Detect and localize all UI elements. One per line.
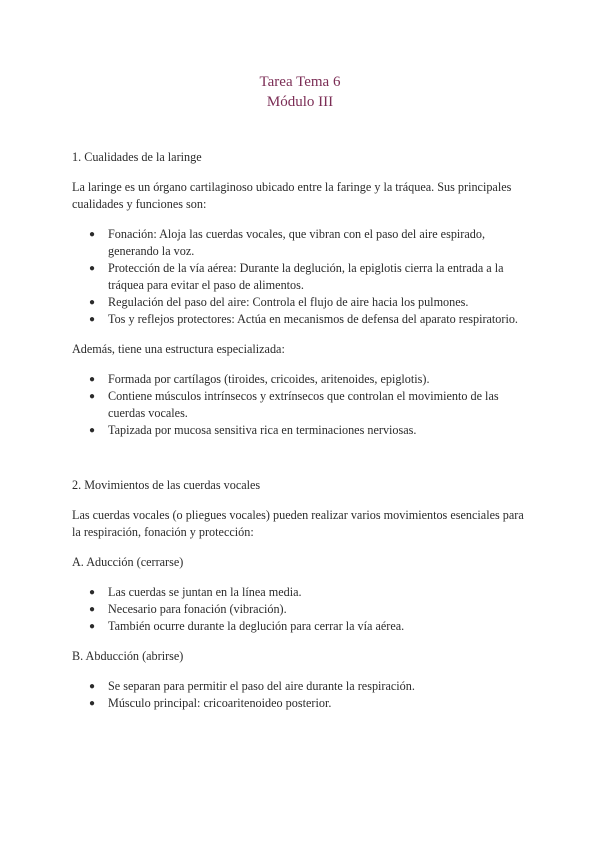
- bullet-icon: ●: [89, 391, 96, 402]
- bullet-icon: ●: [89, 297, 96, 308]
- list-item: ● Regulación del paso del aire: Controla el flujo de aire hacia los pulmones.: [89, 295, 469, 309]
- subheading-abduccion: B. Abducción (abrirse): [72, 649, 184, 663]
- bullet-icon: ●: [89, 263, 96, 274]
- list-item: ● También ocurre durante la deglución para cerrar la vía aérea.: [89, 619, 405, 633]
- adduction-list: [72, 584, 528, 635]
- list-item: ● Tos y reflejos protectores: Actúa en mecanismos de defensa del aparato respiratorio.: [89, 312, 518, 326]
- subheading-aduccion: A. Aducción (cerrarse): [72, 555, 184, 569]
- abduction-list: [72, 678, 528, 712]
- structure-intro: Además, tiene una estructura especializada:: [72, 342, 285, 356]
- list-item: ● Se separan para permitir el paso del aire durante la respiración.: [89, 679, 415, 693]
- document-subtitle: Módulo III: [266, 94, 334, 110]
- bullet-icon: ●: [89, 587, 96, 598]
- section-heading-laringe: 1. Cualidades de la laringe: [72, 150, 202, 164]
- bullet-icon: ●: [89, 425, 96, 436]
- section-intro-laringe: La laringe es un órgano cartilaginoso ubicado entre la faringe y la tráquea. Sus principales cualidades y funciones son:: [72, 180, 512, 211]
- document-title: Tarea Tema 6: [259, 74, 341, 90]
- list-item: ● Fonación: Aloja las cuerdas vocales, que vibran con el paso del aire espirado, generando la voz.: [89, 227, 486, 258]
- list-item: ● Músculo principal: cricoaritenoideo posterior.: [89, 696, 332, 710]
- section-intro-movimientos: Las cuerdas vocales (o pliegues vocales) pueden realizar varios movimientos esenciales para la respiración, fonación y protección:: [72, 508, 524, 539]
- list-item: ● Las cuerdas se juntan en la línea media.: [89, 585, 302, 599]
- document-page: [72, 72, 528, 712]
- list-item: ● Tapizada por mucosa sensitiva rica en terminaciones nerviosas.: [89, 423, 417, 437]
- list-item: ● Formada por cartílagos (tiroides, cricoides, aritenoides, epiglotis).: [89, 372, 430, 386]
- bullet-icon: ●: [89, 604, 96, 615]
- functions-list: [72, 226, 528, 328]
- section-heading-movimientos: 2. Movimientos de las cuerdas vocales: [72, 478, 261, 492]
- bullet-icon: ●: [89, 314, 96, 325]
- structure-list: [72, 371, 528, 439]
- list-item: ● Protección de la vía aérea: Durante la deglución, la epiglotis cierra la entrada a la tráquea para evitar el paso de alimentos.: [89, 261, 504, 292]
- list-item: ● Necesario para fonación (vibración).: [89, 602, 287, 616]
- bullet-icon: ●: [89, 621, 96, 632]
- bullet-icon: ●: [89, 698, 96, 709]
- bullet-icon: ●: [89, 229, 96, 240]
- bullet-icon: ●: [89, 681, 96, 692]
- bullet-icon: ●: [89, 374, 96, 385]
- list-item: ● Contiene músculos intrínsecos y extrínsecos que controlan el movimiento de las cuerdas vocales.: [89, 389, 499, 420]
- title-block: [72, 72, 528, 112]
